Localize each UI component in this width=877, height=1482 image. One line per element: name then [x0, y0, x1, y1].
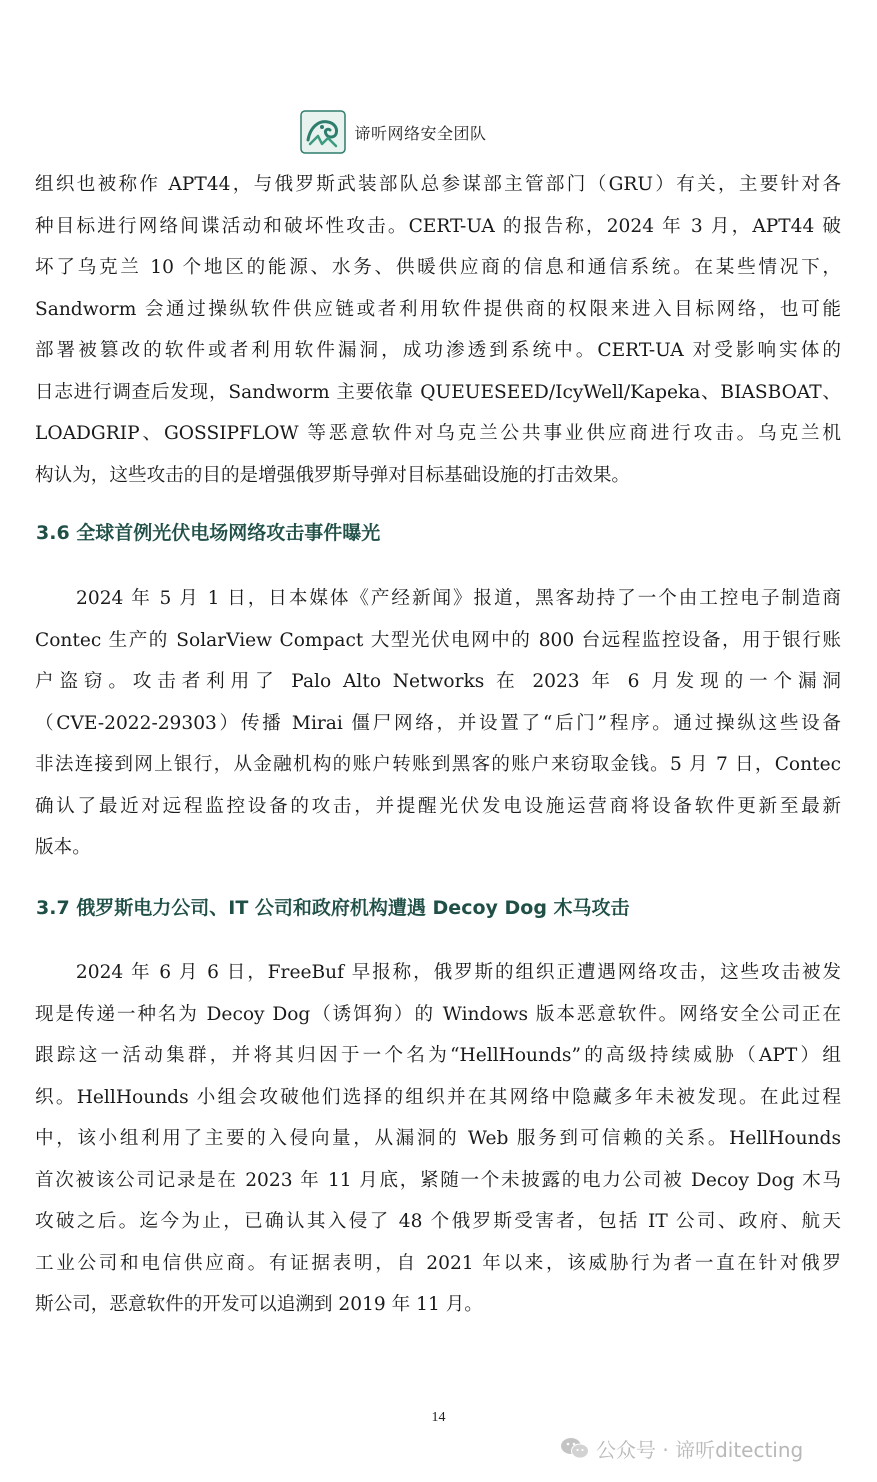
text-line: Contec 生产的 SolarView Compact 大型光伏电网中的 800 台远程监控设备，用于银行账: [35, 629, 841, 651]
text-line: （CVE-2022-29303）传播 Mirai 僵尸网络，并设置了“后门”程序。通过操纵这些设备: [35, 712, 841, 734]
watermark-text: 公众号 · 谛听ditecting: [596, 1437, 804, 1462]
text-line: 工业公司和电信供应商。有证据表明，自 2021 年以来，该威胁行为者一直在针对俄罗: [35, 1252, 841, 1274]
page-number: 14: [431, 1410, 446, 1425]
text-line: 日志进行调查后发现，Sandworm 主要依靠 QUEUESEED/IcyWell/Kapeka、BIASBOAT、: [35, 381, 841, 403]
text-line: 首次被该公司记录是在 2023 年 11 月底，紧随一个未披露的电力公司被 Decoy Dog 木马: [35, 1169, 841, 1191]
text-line: 坏了乌克兰 10 个地区的能源、水务、供暖供应商的信息和通信系统。在某些情况下，: [35, 257, 841, 278]
ditecting-logo-icon: [300, 110, 346, 154]
text-line: 2024 年 5 月 1 日，日本媒体《产经新闻》报道，黑客劫持了一个由工控电子制造商: [35, 588, 841, 609]
text-line: 非法连接到网上银行，从金融机构的账户转账到黑客的账户来窃取金钱。5 月 7 日，Contec: [35, 754, 841, 775]
paragraph-apt44: [35, 164, 841, 496]
page-header: [0, 108, 877, 156]
text-line: 现是传递一种名为 Decoy Dog（诱饵狗）的 Windows 版本恶意软件。网络安全公司正在: [35, 1003, 841, 1025]
text-line: 构认为，这些攻击的目的是增强俄罗斯导弹对目标基础设施的打击效果。: [35, 464, 631, 486]
org-name: 谛听网络安全团队: [354, 123, 487, 143]
text-line: 中，该小组利用了主要的入侵向量，从漏洞的 Web 服务到可信赖的关系。HellHounds: [35, 1128, 841, 1149]
text-line: 斯公司，恶意软件的开发可以追溯到 2019 年 11 月。: [35, 1294, 483, 1315]
text-line: 版本。: [35, 837, 91, 858]
text-line: 户盗窃。攻击者利用了 Palo Alto Networks 在 2023 年 6 月发现的一个漏洞: [35, 671, 841, 692]
text-line: Sandworm 会通过操纵软件供应链或者利用软件提供商的权限来进入目标网络，也可能: [35, 298, 841, 320]
text-line: 部署被篡改的软件或者利用软件漏洞，成功渗透到系统中。CERT-UA 对受影响实体的: [35, 340, 841, 361]
text-line: 种目标进行网络间谍活动和破坏性攻击。CERT-UA 的报告称，2024 年 3 月，APT44 破: [35, 215, 841, 237]
text-line: LOADGRIP、GOSSIPFLOW 等恶意软件对乌克兰公共事业供应商进行攻击。乌克兰机: [35, 423, 841, 444]
paragraph-solarview: [35, 578, 841, 869]
wechat-icon: [560, 1436, 590, 1460]
paragraph-decoy-dog: [35, 952, 841, 1326]
section-heading-3-7: 3.7 俄罗斯电力公司、IT 公司和政府机构遭遇 Decoy Dog 木马攻击: [36, 897, 630, 919]
section-heading-3-6: 3.6 全球首例光伏电场网络攻击事件曝光: [36, 522, 381, 544]
text-line: 织。HellHounds 小组会攻破他们选择的组织并在其网络中隐藏多年未被发现。在此过程: [35, 1086, 841, 1108]
text-line: 2024 年 6 月 6 日，FreeBuf 早报称，俄罗斯的组织正遭遇网络攻击，这些攻击被发: [35, 962, 841, 983]
wechat-watermark: [560, 1432, 803, 1464]
text-line: 跟踪这一活动集群，并将其归因于一个名为“HellHounds”的高级持续威胁（APT）组: [35, 1045, 841, 1066]
text-line: 组织也被称作 APT44，与俄罗斯武装部队总参谋部主管部门（GRU）有关，主要针对各: [35, 174, 841, 195]
text-line: 攻破之后。迄今为止，已确认其入侵了 48 个俄罗斯受害者，包括 IT 公司、政府、航天: [35, 1211, 841, 1232]
text-line: 确认了最近对远程监控设备的攻击，并提醒光伏发电设施运营商将设备软件更新至最新: [35, 795, 841, 817]
